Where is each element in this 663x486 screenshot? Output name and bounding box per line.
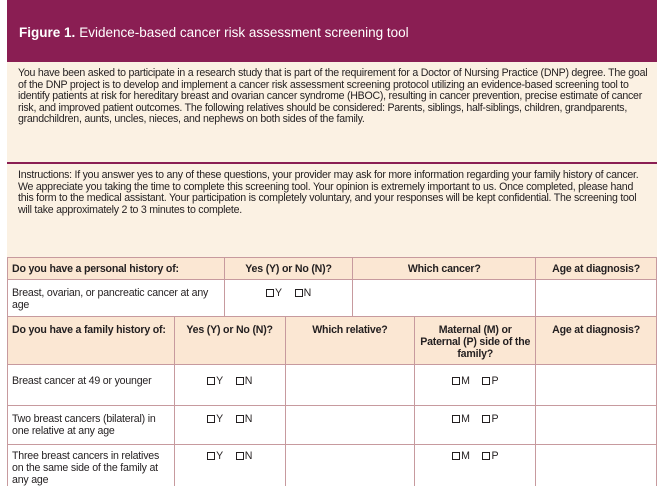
which-cancer-field[interactable] bbox=[353, 280, 536, 317]
family-side-cell bbox=[415, 445, 536, 486]
family-side-cell bbox=[415, 406, 536, 445]
paternal-option[interactable] bbox=[482, 450, 498, 462]
table-row bbox=[8, 445, 657, 486]
no-option[interactable] bbox=[236, 450, 252, 462]
yes-label: Y bbox=[274, 287, 282, 299]
family-yes-no-cell bbox=[174, 406, 285, 445]
no-option[interactable] bbox=[236, 375, 252, 387]
maternal-label: M bbox=[461, 413, 470, 425]
age-at-diagnosis-field[interactable] bbox=[536, 406, 657, 445]
checkbox-icon[interactable] bbox=[452, 377, 460, 385]
table-row bbox=[8, 365, 657, 406]
yes-option[interactable] bbox=[266, 287, 282, 299]
figure-header bbox=[7, 0, 657, 62]
no-label: N bbox=[244, 450, 253, 462]
no-label: N bbox=[303, 287, 312, 299]
paternal-label: P bbox=[491, 375, 499, 387]
instructions-panel bbox=[7, 164, 657, 257]
personal-history-table bbox=[7, 257, 657, 317]
figure-title bbox=[19, 25, 409, 40]
family-question: Two breast cancers (bilateral) in one relative at any age bbox=[8, 406, 175, 445]
family-age-header: Age at diagnosis? bbox=[536, 317, 657, 365]
paternal-option[interactable] bbox=[482, 375, 498, 387]
checkbox-icon[interactable] bbox=[295, 289, 303, 297]
checkbox-icon[interactable] bbox=[452, 415, 460, 423]
checkbox-icon[interactable] bbox=[236, 452, 244, 460]
checkbox-icon[interactable] bbox=[236, 415, 244, 423]
paternal-option[interactable] bbox=[482, 413, 498, 425]
checkbox-icon[interactable] bbox=[266, 289, 274, 297]
yes-label: Y bbox=[216, 413, 223, 425]
yes-option[interactable] bbox=[207, 450, 223, 462]
personal-age-header: Age at diagnosis? bbox=[536, 258, 657, 280]
which-relative-field[interactable] bbox=[285, 365, 415, 406]
family-yes-no-cell bbox=[174, 365, 285, 406]
yes-label: Y bbox=[216, 450, 223, 462]
age-at-diagnosis-field[interactable] bbox=[536, 365, 657, 406]
checkbox-icon[interactable] bbox=[482, 377, 490, 385]
paternal-label: P bbox=[491, 413, 499, 425]
family-yes-no-cell bbox=[174, 445, 285, 486]
personal-which-cancer-header: Which cancer? bbox=[353, 258, 536, 280]
no-label: N bbox=[244, 413, 253, 425]
personal-question: Breast, ovarian, or pancreatic cancer at any age bbox=[8, 280, 225, 317]
family-yes-no-header: Yes (Y) or No (N)? bbox=[174, 317, 285, 365]
no-option[interactable] bbox=[295, 287, 311, 299]
family-side-header: Maternal (M) or Paternal (P) side of the family? bbox=[415, 317, 536, 365]
family-which-relative-header: Which relative? bbox=[285, 317, 415, 365]
checkbox-icon[interactable] bbox=[236, 377, 244, 385]
family-question: Three breast cancers in relatives on the same side of the family at any age bbox=[8, 445, 175, 486]
maternal-option[interactable] bbox=[452, 413, 470, 425]
checkbox-icon[interactable] bbox=[207, 415, 215, 423]
table-row bbox=[8, 280, 657, 317]
instructions-text: Instructions: If you answer yes to any of these questions, your provider may ask for more information regarding your family history of cancer. We appreciate you taking the time to complete this screening tool. Your opinion is extremely important to us. Once completed, please hand this form to the medical assistant. Your participation is completely voluntary, and your responses will be kept confidential. The screening tool will take approximately 2 to 3 minutes to complete. bbox=[18, 169, 639, 216]
table-row bbox=[8, 406, 657, 445]
which-relative-field[interactable] bbox=[285, 406, 415, 445]
maternal-option[interactable] bbox=[452, 375, 470, 387]
checkbox-icon[interactable] bbox=[482, 415, 490, 423]
family-question: Breast cancer at 49 or younger bbox=[8, 365, 175, 406]
figure-label: Figure 1. bbox=[19, 25, 76, 40]
family-side-cell bbox=[415, 365, 536, 406]
maternal-label: M bbox=[461, 375, 470, 387]
figure-title-text: Evidence-based cancer risk assessment screening tool bbox=[79, 25, 409, 40]
maternal-label: M bbox=[461, 450, 470, 462]
yes-label: Y bbox=[216, 375, 223, 387]
personal-yes-no-cell bbox=[224, 280, 353, 317]
family-history-table bbox=[7, 316, 657, 486]
checkbox-icon[interactable] bbox=[207, 377, 215, 385]
family-question-header: Do you have a family history of: bbox=[8, 317, 175, 365]
intro-panel bbox=[7, 62, 657, 162]
no-option[interactable] bbox=[236, 413, 252, 425]
checkbox-icon[interactable] bbox=[207, 452, 215, 460]
checkbox-icon[interactable] bbox=[452, 452, 460, 460]
family-header-row bbox=[8, 317, 657, 365]
personal-yes-no-header: Yes (Y) or No (N)? bbox=[224, 258, 353, 280]
no-label: N bbox=[244, 375, 253, 387]
which-relative-field[interactable] bbox=[285, 445, 415, 486]
personal-header-row bbox=[8, 258, 657, 280]
maternal-option[interactable] bbox=[452, 450, 470, 462]
intro-text: You have been asked to participate in a research study that is part of the requirement for a Doctor of Nursing Practice (DNP) degree. The goal of the DNP project is to develop and implement a cancer risk assessment screening protocol utilizing an evidence-based screening tool to identify patients at risk for hereditary breast and ovarian cancer syndrome (HBOC), resulting in cancer prevention, precise estimate of cancer risk, and improved patient outcomes. The following relatives should be considered: Parents, siblings, half-siblings, children, grandparents, grandchildren, aunts, uncles, nieces, and nephews on both sides of the family. bbox=[18, 67, 648, 126]
age-at-diagnosis-field[interactable] bbox=[536, 280, 657, 317]
personal-question-header: Do you have a personal history of: bbox=[8, 258, 225, 280]
yes-option[interactable] bbox=[207, 413, 223, 425]
paternal-label: P bbox=[491, 450, 499, 462]
checkbox-icon[interactable] bbox=[482, 452, 490, 460]
yes-option[interactable] bbox=[207, 375, 223, 387]
age-at-diagnosis-field[interactable] bbox=[536, 445, 657, 486]
